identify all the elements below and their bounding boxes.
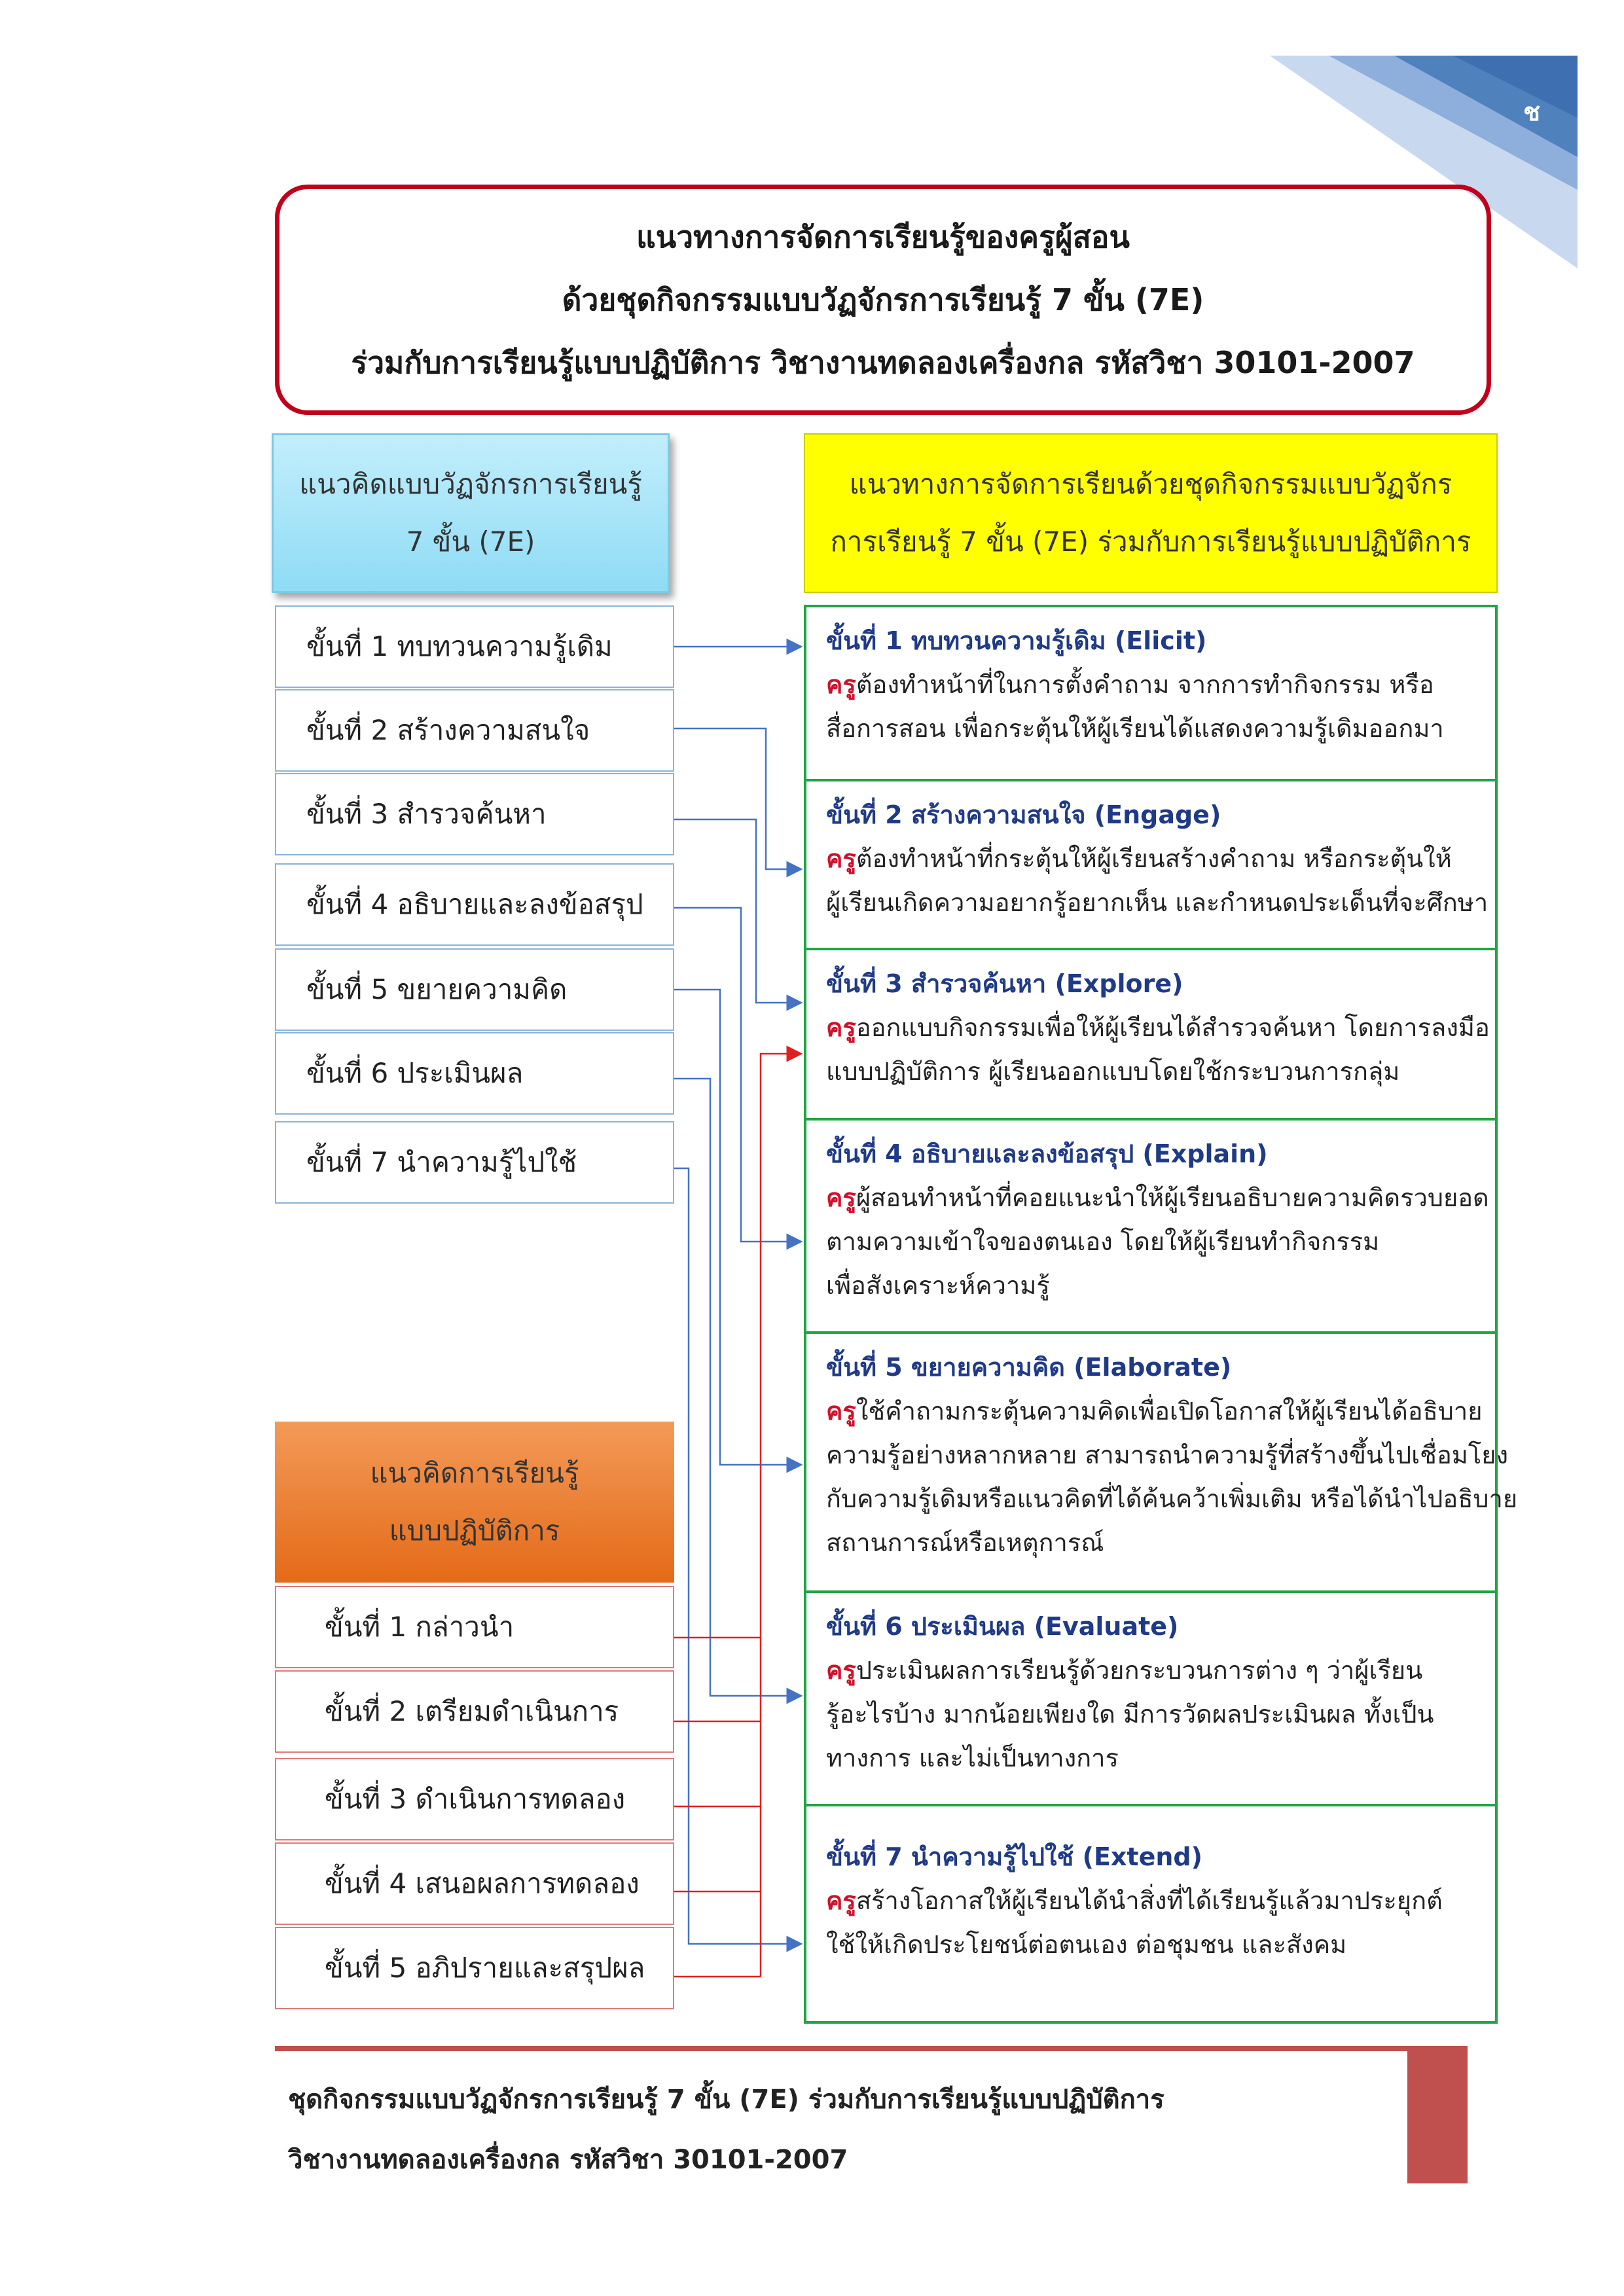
guide-step-2-line-1: ต้องทำหน้าที่กระตุ้นให้ผู้เรียนสร้างคำถาม หรือกระตุ้นให้ xyxy=(856,844,1452,873)
title-line-2: ด้วยชุดกิจกรรมแบบวัฏจักรการเรียนรู้ 7 ขั้น (7E) xyxy=(562,282,1204,317)
connector-7e-2 xyxy=(674,728,801,869)
guide-step-4-line-3: เพื่อสังเคราะห์ความรู้ xyxy=(826,1271,1050,1300)
step-practice-1: ขั้นที่ 1 กล่าวนำ xyxy=(275,1586,674,1668)
guide-step-7-title: ขั้นที่ 7 นำความรู้ไปใช้ (Extend) xyxy=(826,1842,1202,1871)
header-7e-line-1: แนวคิดแบบวัฏจักรการเรียนรู้ xyxy=(299,468,642,500)
footer-divider xyxy=(275,2046,1460,2051)
step-practice-2: ขั้นที่ 2 เตรียมดำเนินการ xyxy=(275,1670,674,1753)
step-practice-3: ขั้นที่ 3 ดำเนินการทดลอง xyxy=(275,1758,674,1840)
header-practice-line-1: แนวคิดการเรียนรู้ xyxy=(370,1457,579,1489)
connector-7e-7 xyxy=(674,1168,801,1944)
footer-tab xyxy=(1407,2046,1468,2183)
footer-line-1: ชุดกิจกรรมแบบวัฏจักรการเรียนรู้ 7 ขั้น (7E) ร่วมกับการเรียนรู้แบบปฏิบัติการ xyxy=(288,2085,1164,2115)
guide-step-5-line-1: ใช้คำถามกระตุ้นความคิดเพื่อเปิดโอกาสให้ผู้เรียนได้อธิบาย xyxy=(856,1397,1483,1426)
header-practice-line-2: แบบปฏิบัติการ xyxy=(389,1515,560,1547)
step-practice-4: ขั้นที่ 4 เสนอผลการทดลอง xyxy=(275,1842,674,1925)
step-practice-5: ขั้นที่ 5 อภิปรายและสรุปผล xyxy=(275,1927,674,2009)
teacher-label: ครู xyxy=(826,1656,856,1685)
connector-7e-4 xyxy=(674,908,801,1242)
header-guide-line-1: แนวทางการจัดการเรียนด้วยชุดกิจกรรมแบบวัฏจักร xyxy=(849,468,1453,500)
title-line-3: ร่วมกับการเรียนรู้แบบปฏิบัติการ วิชางานทดลองเครื่องกล รหัสวิชา 30101-2007 xyxy=(351,345,1415,380)
guide-step-5-line-3: กับความรู้เดิมหรือแนวคิดที่ได้ค้นคว้าเพิ่มเติม หรือได้นำไปอธิบาย xyxy=(826,1484,1518,1513)
step-7e-6: ขั้นที่ 6 ประเมินผล xyxy=(275,1032,674,1115)
footer-line-2: วิชางานทดลองเครื่องกล รหัสวิชา 30101-2007 xyxy=(288,2145,848,2175)
guide-step-1-line-2: สื่อการสอน เพื่อกระตุ้นให้ผู้เรียนได้แสดงความรู้เดิมออกมา xyxy=(826,714,1444,743)
guide-step-7-line-1: สร้างโอกาสให้ผู้เรียนได้นำสิ่งที่ได้เรียนรู้แล้วมาประยุกต์ xyxy=(856,1886,1443,1915)
header-7e-line-2: 7 ขั้น (7E) xyxy=(406,526,535,558)
guide-step-5-line-4: สถานการณ์หรือเหตุการณ์ xyxy=(826,1528,1104,1557)
guide-step-3-line-2: แบบปฏิบัติการ ผู้เรียนออกแบบโดยใช้กระบวนการกลุ่ม xyxy=(826,1057,1400,1086)
guide-step-6-line-3: ทางการ และไม่เป็นทางการ xyxy=(826,1744,1119,1772)
guide-step-3-line-1: ออกแบบกิจกรรมเพื่อให้ผู้เรียนได้สำรวจค้นหา โดยการลงมือ xyxy=(856,1013,1490,1042)
guide-step-6-line-1: ประเมินผลการเรียนรู้ด้วยกระบวนการต่าง ๆ ว่าผู้เรียน xyxy=(856,1656,1423,1685)
step-7e-4: ขั้นที่ 4 อธิบายและลงข้อสรุป xyxy=(275,863,674,946)
guide-step-4-line-2: ตามความเข้าใจของตนเอง โดยให้ผู้เรียนทำกิจกรรม xyxy=(826,1227,1380,1256)
guide-step-6-line-2: รู้อะไรบ้าง มากน้อยเพียงใด มีการวัดผลประเมินผล ทั้งเป็น xyxy=(826,1700,1434,1729)
teacher-label: ครู xyxy=(826,670,856,699)
guide-step-7-line-2: ใช้ให้เกิดประโยชน์ต่อตนเอง ต่อชุมชน และสังคม xyxy=(826,1930,1347,1959)
guide-step-3-title: ขั้นที่ 3 สำรวจค้นหา (Explore) xyxy=(826,969,1183,998)
connector-practice-trunk xyxy=(761,1054,801,1977)
connector-7e-3 xyxy=(674,819,801,1003)
connector-7e-5 xyxy=(674,990,801,1465)
step-7e-3: ขั้นที่ 3 สำรวจค้นหา xyxy=(275,773,674,855)
guide-step-4-title: ขั้นที่ 4 อธิบายและลงข้อสรุป (Explain) xyxy=(826,1139,1268,1168)
step-7e-5: ขั้นที่ 5 ขยายความคิด xyxy=(275,948,674,1031)
title-line-1: แนวทางการจัดการเรียนรู้ของครูผู้สอน xyxy=(636,219,1130,255)
guide-step-5-title: ขั้นที่ 5 ขยายความคิด (Elaborate) xyxy=(826,1353,1232,1382)
connector-7e-6 xyxy=(674,1079,801,1696)
page-number: ช xyxy=(1523,98,1540,126)
guide-step-1-title: ขั้นที่ 1 ทบทวนความรู้เดิม (Elicit) xyxy=(826,626,1207,655)
step-7e-2: ขั้นที่ 2 สร้างความสนใจ xyxy=(275,689,674,772)
guide-step-5-line-2: ความรู้อย่างหลากหลาย สามารถนำความรู้ที่สร้างขึ้นไปเชื่อมโยง xyxy=(826,1441,1509,1469)
footer-text xyxy=(288,2070,1401,2190)
teacher-label: ครู xyxy=(826,1397,856,1426)
step-7e-7: ขั้นที่ 7 นำความรู้ไปใช้ xyxy=(275,1121,674,1204)
guide-step-2-line-2: ผู้เรียนเกิดความอยากรู้อยากเห็น และกำหนดประเด็นที่จะศึกษา xyxy=(826,888,1489,917)
header-guide-line-2: การเรียนรู้ 7 ขั้น (7E) ร่วมกับการเรียนรู้แบบปฏิบัติการ xyxy=(830,526,1471,558)
guide-step-2-title: ขั้นที่ 2 สร้างความสนใจ (Engage) xyxy=(826,800,1221,829)
teacher-label: ครู xyxy=(826,1886,856,1915)
step-7e-1: ขั้นที่ 1 ทบทวนความรู้เดิม xyxy=(275,605,674,688)
teacher-label: ครู xyxy=(826,1013,856,1042)
teacher-label: ครู xyxy=(826,844,856,873)
guide-step-6-title: ขั้นที่ 6 ประเมินผล (Evaluate) xyxy=(826,1612,1179,1641)
guide-step-4-line-1: ผู้สอนทำหน้าที่คอยแนะนำให้ผู้เรียนอธิบายความคิดรวบยอด xyxy=(856,1183,1489,1212)
teacher-label: ครู xyxy=(826,1183,856,1212)
guide-step-1-line-1: ต้องทำหน้าที่ในการตั้งคำถาม จากการทำกิจกรรม หรือ xyxy=(856,670,1434,699)
